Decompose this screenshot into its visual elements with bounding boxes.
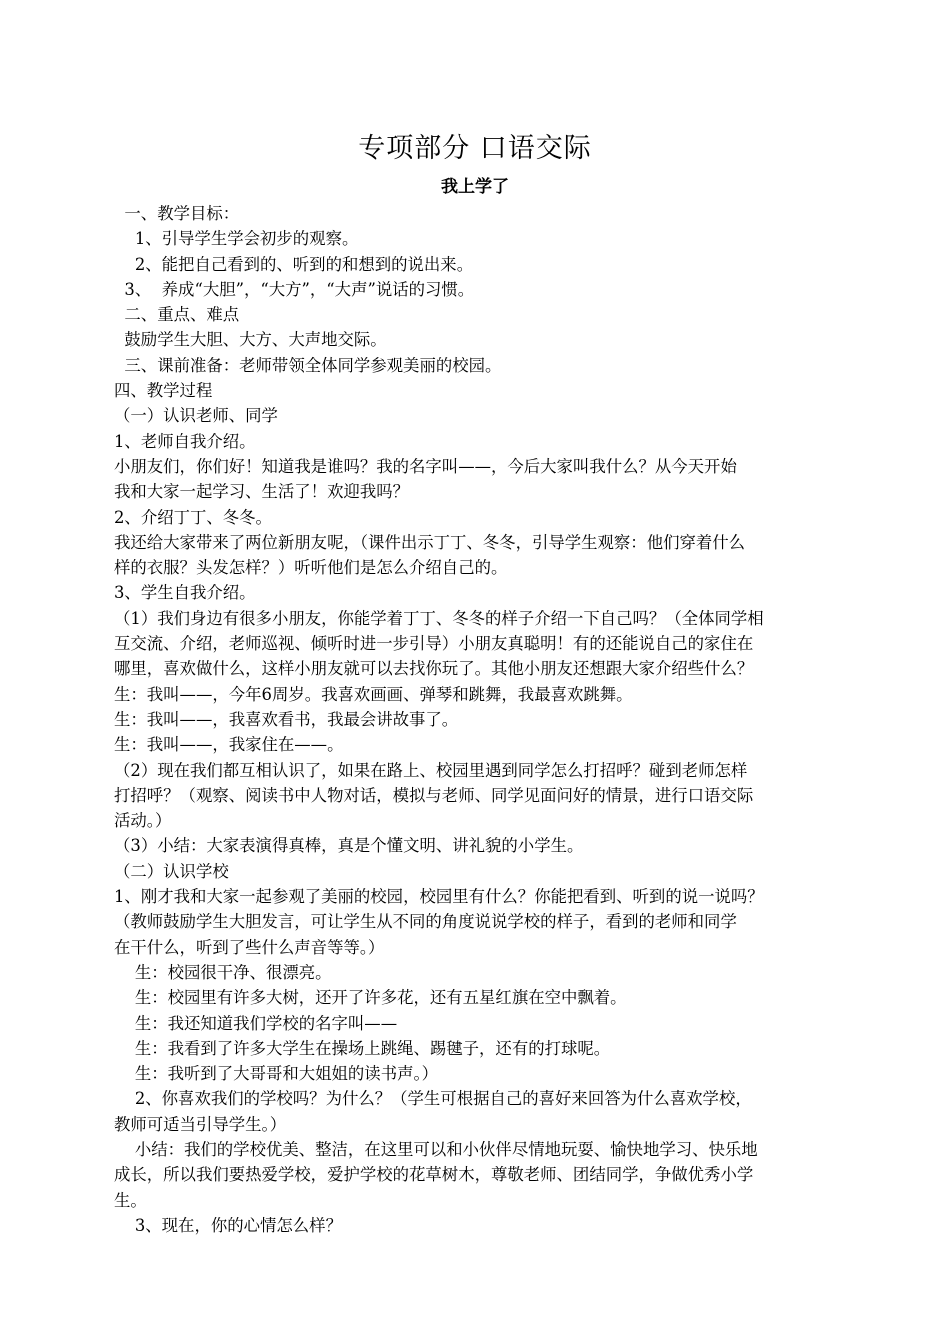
text-line: 在干什么，听到了些什么声音等等。） bbox=[114, 937, 385, 957]
document-body bbox=[114, 201, 844, 1238]
document-title: 专项部分 口语交际 bbox=[358, 133, 592, 164]
text-line: 打招呼？（观察、阅读书中人物对话，模拟与老师、同学见面问好的情景，进行口语交际 bbox=[114, 785, 754, 805]
text-line: 3、学生自我介绍。 bbox=[114, 583, 256, 603]
text-line: 成长，所以我们要热爱学校，爱护学校的花草树木，尊敬老师、团结同学，争做优秀小学 bbox=[114, 1165, 754, 1185]
text-line: 活动。） bbox=[114, 811, 172, 831]
text-line: 二、重点、难点 bbox=[114, 305, 240, 325]
text-line: 教师可适当引导学生。） bbox=[114, 1114, 287, 1134]
text-line: 生：我叫——，我喜欢看书，我最会讲故事了。 bbox=[114, 709, 459, 729]
text-line: （2）现在我们都互相认识了，如果在路上、校园里遇到同学怎么打招呼？碰到老师怎样 bbox=[114, 760, 748, 780]
text-line: 我和大家一起学习、生活了！欢迎我吗？ bbox=[114, 482, 410, 502]
text-line: 我还给大家带来了两位新朋友呢，（课件出示丁丁、冬冬，引导学生观察：他们穿着什么 bbox=[114, 532, 746, 552]
text-line: 三、课前准备：老师带领全体同学参观美丽的校园。 bbox=[114, 355, 502, 375]
text-line: （1）我们身边有很多小朋友，你能学着丁丁、冬冬的样子介绍一下自己吗？（全体同学相 bbox=[114, 608, 764, 628]
text-line: 生：我听到了大哥哥和大姐姐的读书声。） bbox=[114, 1064, 439, 1084]
text-line: 1、老师自我介绍。 bbox=[114, 431, 256, 451]
text-line: 1、引导学生学会初步的观察。 bbox=[114, 229, 359, 249]
text-line: 生：校园里有许多大树，还开了许多花，还有五星红旗在空中飘着。 bbox=[114, 988, 627, 1008]
text-line: 鼓励学生大胆、大方、大声地交际。 bbox=[114, 330, 387, 350]
text-line: 哪里，喜欢做什么，这样小朋友就可以去找你玩了。其他小朋友还想跟大家介绍些什么？ bbox=[114, 659, 754, 679]
text-line: 生：我还知道我们学校的名字叫—— bbox=[114, 1013, 398, 1033]
text-line: 2、你喜欢我们的学校吗？为什么？（学生可根据自己的喜好来回答为什么喜欢学校， bbox=[114, 1089, 752, 1109]
text-line: 小结：我们的学校优美、整洁，在这里可以和小伙伴尽情地玩耍、愉快地学习、快乐地 bbox=[114, 1139, 758, 1159]
text-line: （一）认识老师、同学 bbox=[114, 406, 278, 426]
text-line: 生：我叫——，今年6周岁。我喜欢画画、弹琴和跳舞，我最喜欢跳舞。 bbox=[114, 684, 633, 704]
text-line: 2、能把自己看到的、听到的和想到的说出来。 bbox=[114, 254, 474, 274]
text-line: 生：我看到了许多大学生在操场上跳绳、踢毽子，还有的打球呢。 bbox=[114, 1038, 611, 1058]
text-line: 四、教学过程 bbox=[114, 381, 213, 401]
text-line: 生：我叫——，我家住在——。 bbox=[114, 735, 344, 755]
text-line: 2、介绍丁丁、冬冬。 bbox=[114, 507, 272, 527]
text-line: 样的衣服？头发怎样？）听听他们是怎么介绍自己的。 bbox=[114, 558, 508, 578]
text-line: 生：校园很干净、很漂亮。 bbox=[114, 962, 332, 982]
text-line: 3、现在，你的心情怎么样？ bbox=[114, 1215, 342, 1235]
text-line: 一、教学目标： bbox=[114, 204, 240, 223]
document-subtitle: 我上学了 bbox=[441, 177, 509, 197]
text-line: （3）小结：大家表演得真棒，真是个懂文明、讲礼貌的小学生。 bbox=[114, 836, 584, 856]
text-line: （教师鼓励学生大胆发言，可让学生从不同的角度说说学校的样子，看到的老师和同学 bbox=[114, 912, 737, 932]
text-line: 3、 养成“大胆”，“大方”，“大声”说话的习惯。 bbox=[114, 279, 475, 299]
text-line: 生。 bbox=[114, 1190, 147, 1210]
text-line: 1、刚才我和大家一起参观了美丽的校园，校园里有什么？你能把看到、听到的说一说吗？ bbox=[114, 887, 764, 907]
text-line: 互交流、介绍，老师巡视、倾听时进一步引导）小朋友真聪明！有的还能说自己的家住在 bbox=[114, 634, 754, 654]
text-line: 小朋友们，你们好！知道我是谁吗？我的名字叫——，今后大家叫我什么？从今天开始 bbox=[114, 456, 737, 476]
text-line: （二）认识学校 bbox=[114, 861, 229, 881]
